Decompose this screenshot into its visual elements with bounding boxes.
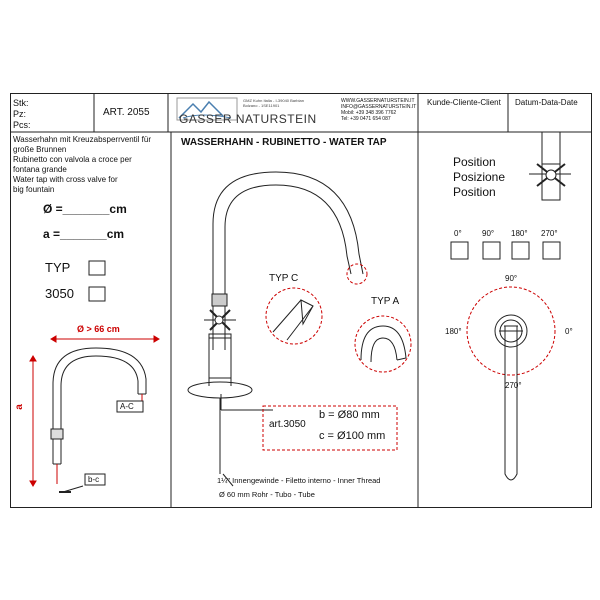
- code-checkbox: [89, 287, 105, 301]
- angle-label-270: 270°: [541, 229, 558, 238]
- detail-circle-typ-c: [266, 288, 322, 344]
- angle-label-0: 0°: [454, 229, 462, 238]
- address-line-2: Bolzano - 1SE11901: [243, 103, 280, 108]
- position-box-0: [451, 242, 468, 259]
- position-line-en: Position: [453, 185, 496, 199]
- drawing-title: WASSERHAHN - RUBINETTO - WATER TAP: [181, 137, 387, 148]
- code-label: 3050: [45, 286, 74, 301]
- diameter-field: Ø =_______cm: [43, 202, 127, 216]
- a-dimension: a: [13, 404, 25, 410]
- dial-label-0: 0°: [565, 327, 573, 336]
- typ-c-label: TYP C: [269, 273, 299, 284]
- angle-label-180: 180°: [511, 229, 528, 238]
- b-spec: b = Ø80 mm: [319, 409, 380, 421]
- description-line-6: big fountain: [13, 185, 55, 194]
- c-spec: c = Ø100 mm: [319, 430, 386, 442]
- description-line-1: Wasserhahn mit Kreuzabsperrventil für: [13, 135, 151, 144]
- tube-note: Ø 60 mm Rohr - Tubo - Tube: [219, 490, 315, 499]
- detail-circle-small: [347, 264, 367, 284]
- a-field: a =_______cm: [43, 227, 125, 241]
- dial-label-270: 270°: [505, 381, 522, 390]
- position-line-it: Posizione: [453, 170, 506, 184]
- detail-circle-typ-a: [355, 316, 411, 372]
- position-box-90: [483, 242, 500, 259]
- dial-label-180: 180°: [445, 327, 462, 336]
- pz-label: Pz:: [13, 109, 27, 119]
- description-line-2: große Brunnen: [13, 145, 67, 154]
- art-number-label: art.3050: [269, 419, 306, 430]
- position-box-270: [543, 242, 560, 259]
- article-number: ART. 2055: [103, 107, 150, 118]
- thread-note: 1¼" Innengewinde - Filetto interno - Inner Thread: [217, 476, 381, 485]
- typ-label: TYP: [45, 260, 71, 275]
- stk-label: Stk:: [13, 98, 29, 108]
- base-flange: [188, 382, 252, 398]
- dimension-label: Ø > 66 cm: [77, 324, 120, 334]
- typ-a-label: TYP A: [371, 296, 400, 307]
- angle-label-90: 90°: [482, 229, 495, 238]
- typ-checkbox: [89, 261, 105, 275]
- contact-mobile: Mobil: +39 348 396 7762: [341, 110, 397, 116]
- pcs-label: Pcs:: [13, 120, 31, 130]
- date-label: Datum-Data-Date: [515, 98, 578, 107]
- contact-email: INFO@GASSERNATURSTEIN.IT: [341, 104, 417, 110]
- ac-label: A-C: [120, 402, 134, 411]
- position-line-de: Position: [453, 155, 496, 169]
- description-line-4: fontana grande: [13, 165, 67, 174]
- company-logo-text: GASSER NATURSTEIN: [179, 112, 317, 126]
- contact-phone: Tel: +39 0471 654 087: [341, 116, 391, 122]
- client-label: Kunde-Cliente-Client: [427, 98, 501, 107]
- dial-label-90: 90°: [505, 274, 518, 283]
- position-box-180: [512, 242, 529, 259]
- drawing-sheet: [10, 93, 592, 508]
- contact-website: WWW.GASSERNATURSTEIN.IT: [341, 98, 415, 104]
- bc-label: b-c: [88, 475, 100, 484]
- description-line-5: Water tap with cross valve for: [13, 175, 118, 184]
- address-line-1: GMZ Kuhn Italia - I-39040 Barbian: [243, 98, 304, 103]
- description-line-3: Rubinetto con valvola a croce per: [13, 155, 132, 164]
